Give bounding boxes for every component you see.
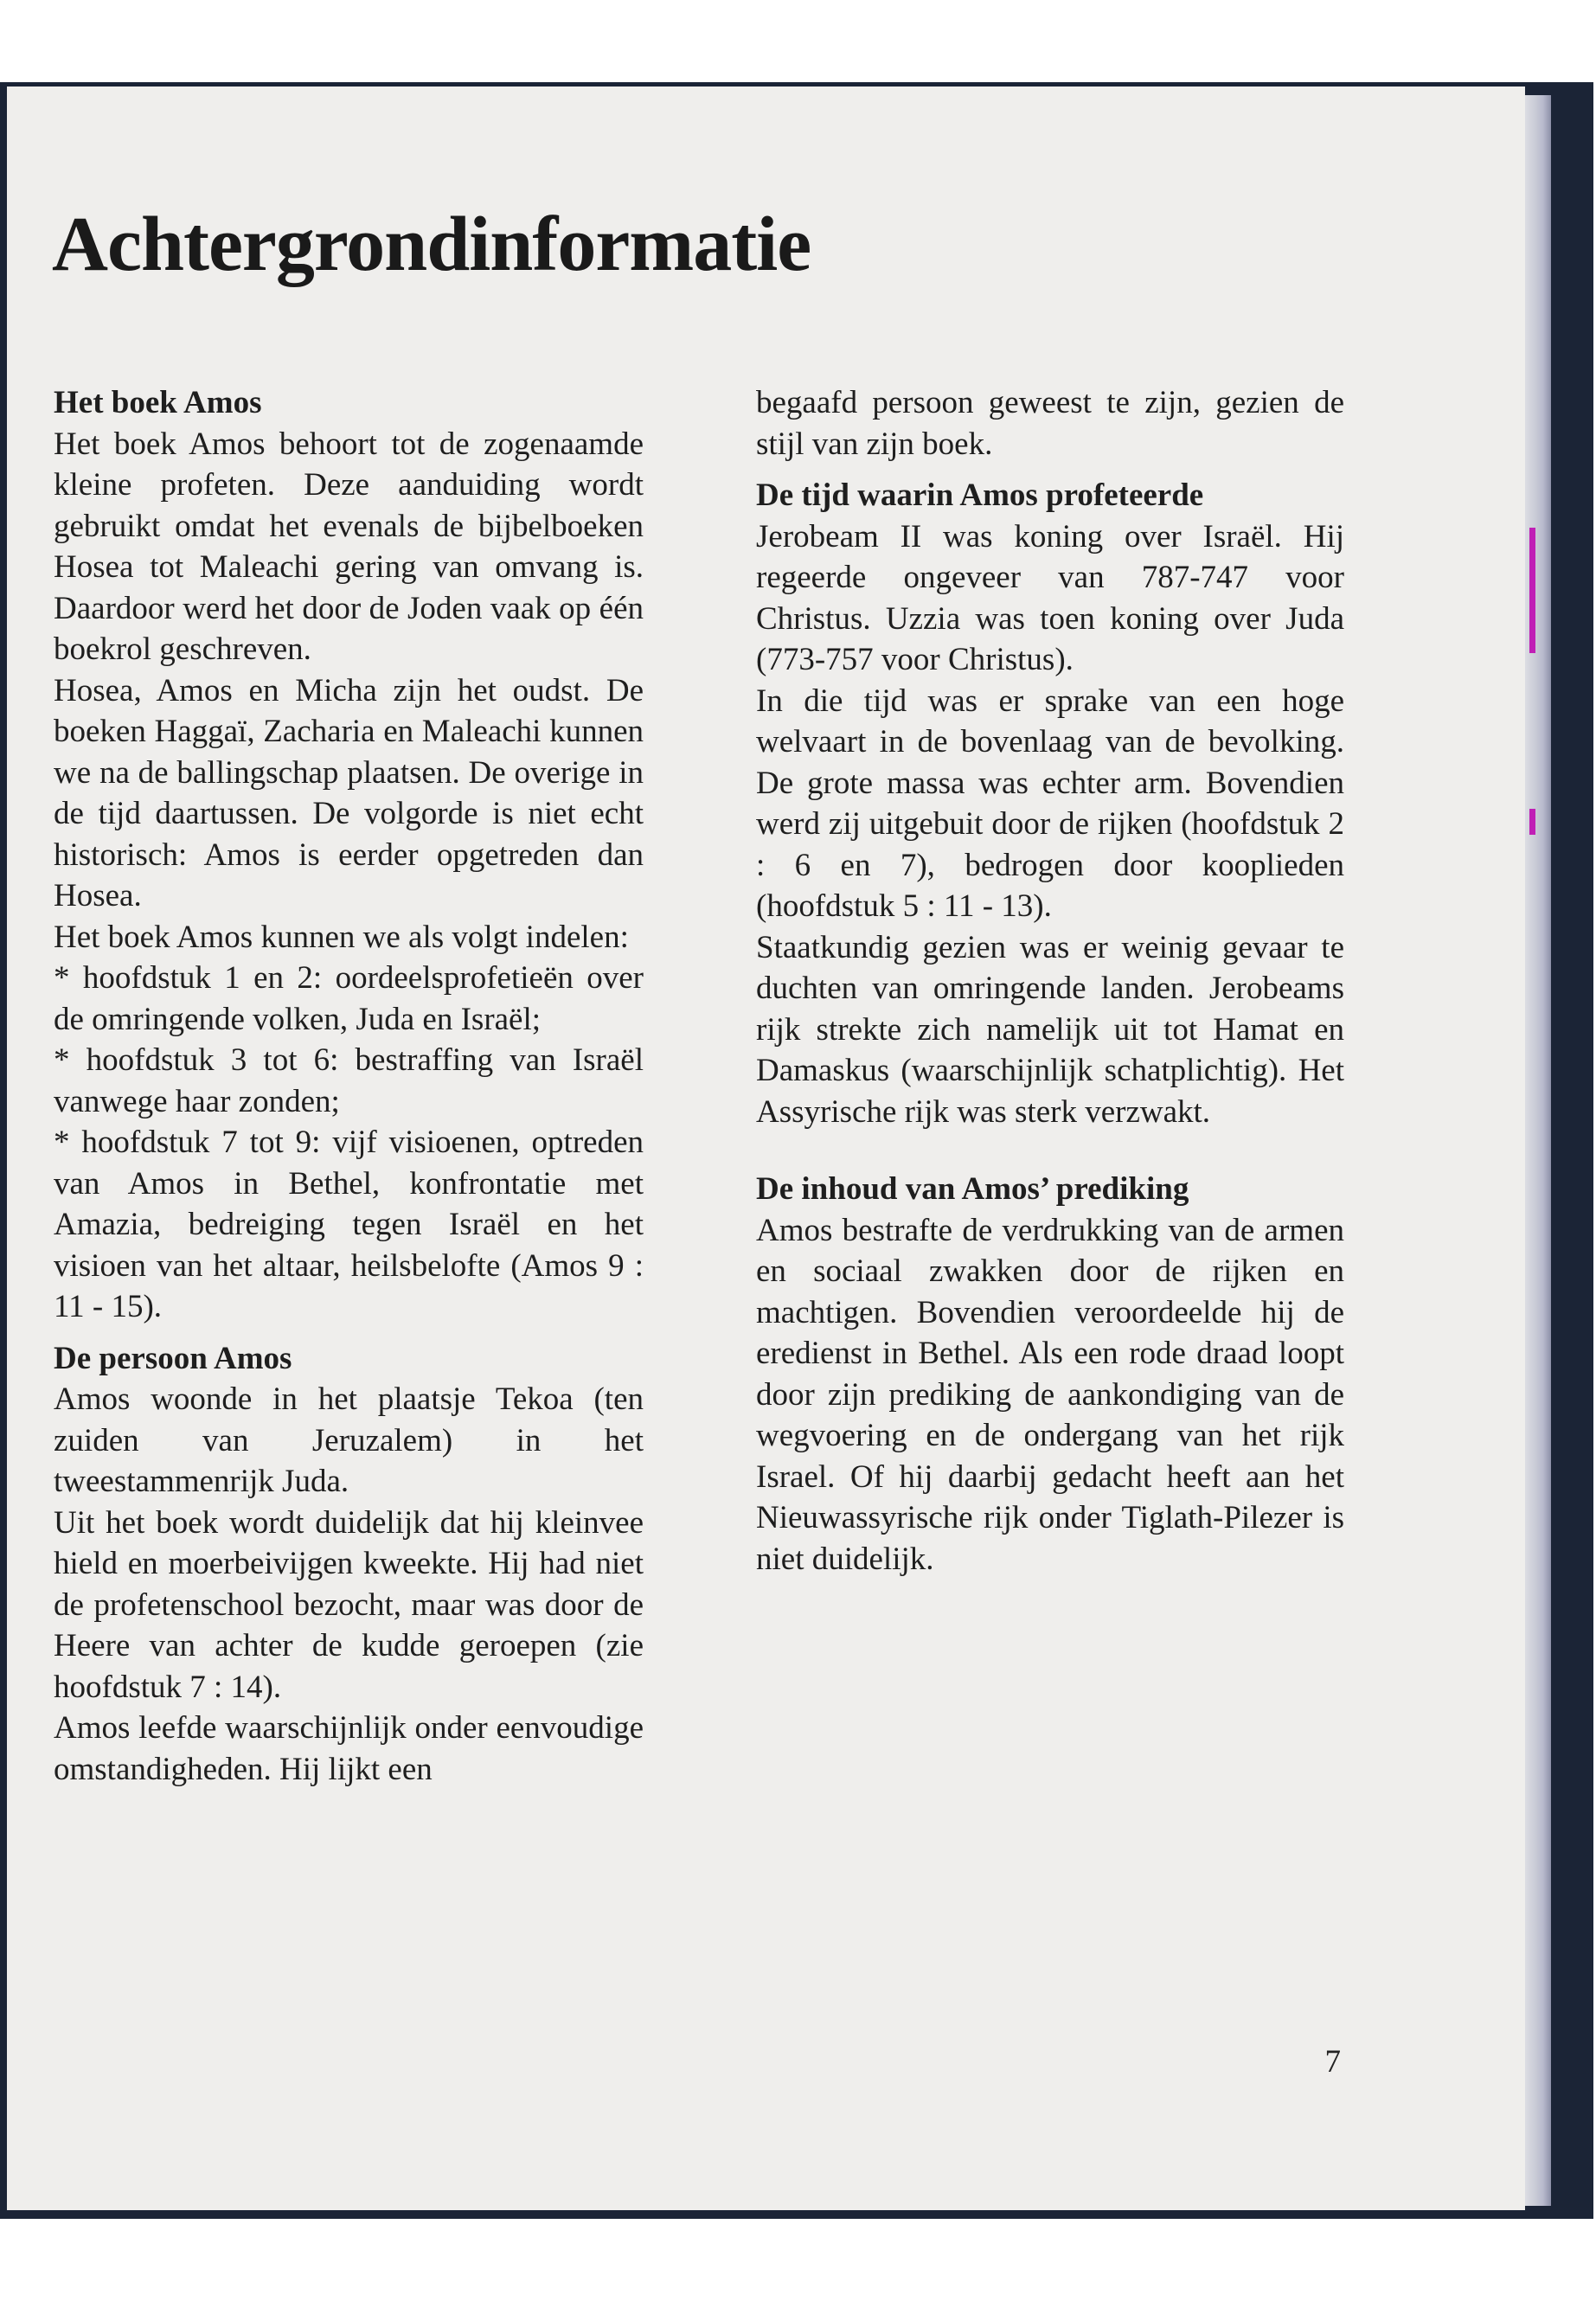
right-column <box>756 382 1344 1580</box>
paragraph: Jerobeam II was koning over Israël. Hij regeerde ongeveer van 787-747 voor Christus. Uzzia was toen koning over Juda (773-757 voor Christus). <box>756 518 1344 677</box>
page-title: Achtergrondinformatie <box>52 202 811 287</box>
page-edges <box>1525 95 1551 2206</box>
paragraph: Uit het boek wordt duidelijk dat hij kleinvee hield en moerbeivijgen kweekte. Hij had niet de profetenschool bezocht, maar was door de Heere van achter de kudde geroepen (zie hoofdstuk 7 : 14). <box>54 1504 644 1705</box>
bullet-item: * hoofdstuk 3 tot 6: bestraffing van Israël vanwege haar zonden; <box>54 1042 644 1119</box>
section-heading-de-persoon-amos: De persoon Amos <box>54 1340 292 1376</box>
section-heading-de-tijd: De tijd waarin Amos profeteerde <box>756 478 1204 513</box>
paragraph: In die tijd was er sprake van een hoge welvaart in de bovenlaag van de bevolking. De grote massa was echter arm. Bovendien werd zij uitgebuit door de rijken (hoofdstuk 2 : 6 en 7), bedrogen door kooplieden (hoofdstuk 5 : 11 - 13). <box>756 683 1344 924</box>
bottom-margin <box>0 2219 1596 2301</box>
page-tab-marker-small <box>1529 809 1535 835</box>
bullet-item: * hoofdstuk 1 en 2: oordeelsprofetieën over de omringende volken, Juda en Israël; <box>54 960 644 1037</box>
section-heading-de-inhoud: De inhoud van Amos’ prediking <box>756 1171 1189 1207</box>
paragraph: Amos leefde waarschijnlijk onder eenvoudige omstandigheden. Hij lijkt een <box>54 1710 644 1787</box>
paragraph: Hosea, Amos en Micha zijn het oudst. De boeken Haggaï, Zacharia en Maleachi kunnen we na de ballingschap plaatsen. De overige in de tijd daartussen. De volgorde is niet echt historisch: Amos is eerder opgetreden dan Hosea. <box>54 672 644 913</box>
page-number: 7 <box>1324 2044 1341 2080</box>
bullet-item: * hoofdstuk 7 tot 9: vijf visioenen, optreden van Amos in Bethel, konfrontatie met Amazia, bedreiging tegen Israël en het visioen van het altaar, heilsbelofte (Amos 9 : 11 - 15). <box>54 1125 644 1324</box>
paragraph: Staatkundig gezien was er weinig gevaar te duchten van omringende landen. Jerobeams rijk strekte zich namelijk uit tot Hamat en Damaskus (waarschijnlijk schatplichtig). Het Assyrische rijk was sterk verzwakt. <box>756 929 1344 1130</box>
section-heading-het-boek-amos: Het boek Amos <box>54 385 262 420</box>
paragraph: Het boek Amos kunnen we als volgt indelen: <box>54 919 629 955</box>
page-tab-marker <box>1529 528 1535 653</box>
paragraph: Amos bestrafte de verdrukking van de armen en sociaal zwakken door de rijken en machtigen. Bovendien veroordeelde hij de eredienst in Bethel. Als een rode draad loopt door zijn prediking de aankondiging van de wegvoering en de ondergang van het rijk Israel. Of hij daarbij gedacht heeft aan het Nieuwassyrische rijk onder Tiglath-Pilezer is niet duidelijk. <box>756 1212 1344 1577</box>
left-column <box>54 382 644 1790</box>
paragraph: begaafd persoon geweest te zijn, gezien de stijl van zijn boek. <box>756 385 1344 462</box>
paragraph: Amos woonde in het plaatsje Tekoa (ten zuiden van Jeruzalem) in het tweestammenrijk Juda. <box>54 1381 644 1499</box>
paragraph: Het boek Amos behoort tot de zogenaamde kleine profeten. Deze aanduiding wordt gebruikt omdat het evenals de bijbelboeken Hosea tot Maleachi gering van omvang is. Daardoor werd het door de Joden vaak op één boekrol geschreven. <box>54 426 644 667</box>
